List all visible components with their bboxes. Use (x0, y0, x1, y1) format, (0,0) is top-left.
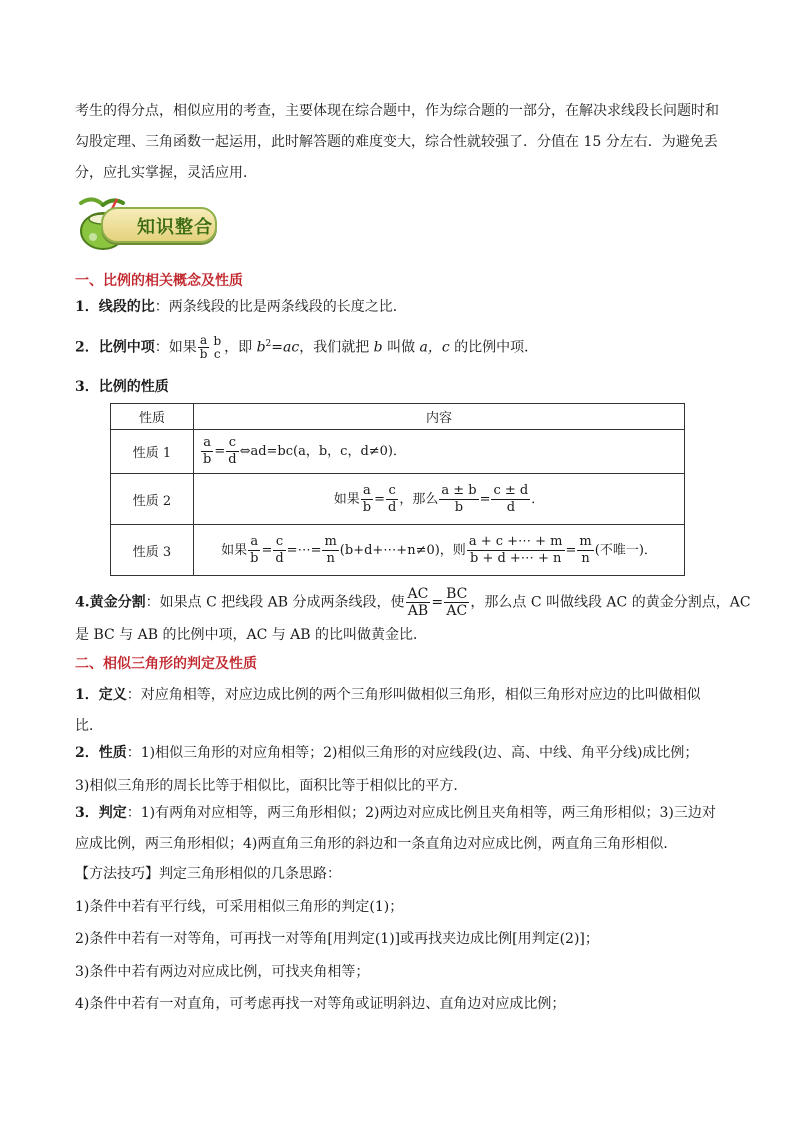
fraction-numerator: a (198, 334, 210, 348)
item4-text: ：如果点 C 把线段 AB 分成两条线段，使 (145, 594, 405, 611)
math-var: b (256, 339, 266, 356)
fraction (226, 435, 238, 468)
item2-text: ，我们就把 (299, 339, 374, 356)
judge-text: ：1)有两角对应相等，两三角形相似；2)两边对应成比例且夹角相等，两三角形相似；3)三边对应成比例，两三角形相似；4)两直角三角形的斜边和一条直角边对应成比例，两直角三角形相似． (75, 805, 716, 852)
fraction-denominator: b (199, 347, 208, 362)
fraction (361, 483, 373, 516)
row2-text: ． (531, 491, 545, 507)
section1-heading: 一、比例的相关概念及性质 (75, 273, 243, 289)
table-row (111, 525, 685, 576)
fraction (386, 483, 398, 516)
item2-text: ，即 (224, 339, 257, 356)
fraction-numerator: c (226, 435, 238, 452)
fraction-numerator: a (361, 483, 373, 500)
knowledge-banner (73, 193, 215, 253)
table-row (111, 474, 685, 525)
item1-text: ：两条线段的比是两条线段的长度之比． (154, 299, 407, 315)
intro-paragraph: 考生的得分点，相似应用的考查，主要体现在综合题中，作为综合题的一部分，在解决求线段长问题时和勾股定理、三角函数一起运用，此时解答题的难度变大，综合性就较强了．分值在 15 分左右．为避免丢分，应扎实掌握，灵活应用． (75, 103, 719, 181)
item1-label: 1．线段的比 (75, 299, 155, 315)
table-header-key: 性质 (111, 404, 194, 430)
item-mean-proportional (75, 334, 538, 361)
proportion-properties-table (110, 403, 685, 576)
table-key: 性质 2 (111, 474, 194, 525)
judge-label: 3．判定 (75, 805, 127, 821)
item-properties (75, 743, 698, 763)
item2-label: 2．比例中项 (75, 339, 155, 356)
fraction (248, 534, 260, 567)
fraction-denominator: d (275, 550, 284, 566)
table-row (111, 430, 685, 474)
fraction-denominator: AB (407, 603, 429, 619)
item-definition (75, 680, 725, 742)
fraction-denominator: b (362, 499, 372, 515)
fraction (198, 334, 210, 361)
fraction-numerator: AC (407, 586, 429, 602)
table-value: $\frac{a}{b}$ = $\frac{c}{d}$ ⇔ad=bc(a，b，c，d≠0)． (194, 430, 685, 474)
fraction-denominator: n (581, 550, 590, 566)
def-text: ：对应角相等，对应边成比例的两个三角形叫做相似三角形，相似三角形对应边的比叫做相似比． (75, 687, 701, 734)
method-tip-title: 【方法技巧】判定三角形相似的几条思路： (75, 866, 341, 882)
method-tip-4: 4)条件中若有一对直角，可考虑再找一对等角或证明斜边、直角边对应成比例； (75, 996, 566, 1012)
banner-label-pill (101, 207, 217, 243)
method-tip-3: 3)条件中若有两边对应成比例，可找夹角相等； (75, 964, 370, 980)
fraction-numerator: BC (446, 586, 468, 602)
fraction-numerator: a + c +⋯ + m (468, 533, 563, 549)
item3-label: 3．比例的性质 (75, 379, 169, 395)
item-judgement (75, 798, 725, 860)
fraction (444, 586, 469, 619)
item4-label: 4.黄金分割 (75, 594, 146, 611)
item4-line2: 是 BC 与 AB 的比例中项，AC 与 AB 的比叫做黄金比． (75, 627, 428, 643)
fraction-denominator: c (213, 346, 221, 361)
math-expr: =ac (271, 339, 300, 356)
table-value: 如果 $\frac{a}{b}$ = $\frac{c}{d}$ =⋯= $\frac{m}{n}$ (b+d+⋯+n≠0)，则 $\frac{a + c +\cdots + m}{b + d +\cdots + n}$ = $\frac{m}{n}$ (不唯一)． (194, 525, 685, 576)
row2-text: 如果 (333, 491, 360, 507)
item2-text: 叫做 (382, 339, 420, 356)
fraction-denominator: d (506, 499, 516, 515)
fraction-numerator: a (201, 435, 213, 452)
fraction (439, 483, 478, 516)
fraction-numerator: c (386, 483, 398, 500)
method-tip-2: 2)条件中若有一对等角，可再找一对等角[用判定(1)]或再找夹边成比例[用判定(2)]； (75, 931, 599, 947)
table-key: 性质 3 (111, 525, 194, 576)
item4-text: ，那么点 C 叫做线段 AC 的黄金分割点，AC (470, 594, 751, 611)
fraction-numerator: b (213, 333, 222, 348)
fraction (491, 483, 530, 516)
fraction-numerator: m (579, 533, 592, 549)
banner-label: 知识整合 (137, 217, 213, 238)
fraction-numerator: c (273, 534, 285, 551)
fraction-numerator: c ± d (493, 482, 529, 498)
row3-text: (不唯一)． (594, 542, 657, 558)
fraction (577, 534, 593, 567)
table-key: 性质 1 (111, 430, 194, 474)
math-var: a，c (419, 339, 450, 356)
fraction (201, 435, 213, 468)
table-row (111, 404, 685, 430)
fraction-denominator: AC (446, 603, 468, 619)
fraction (322, 534, 338, 567)
fraction (406, 586, 431, 619)
fraction (211, 335, 223, 361)
fraction-denominator: b (203, 452, 212, 467)
fraction-numerator: a ± b (441, 482, 477, 498)
fraction-numerator: m (324, 533, 337, 549)
fraction-numerator: a (248, 534, 260, 551)
fraction-denominator: b (250, 550, 259, 566)
def-label: 1．定义 (75, 687, 127, 703)
fraction-denominator: b + d +⋯ + n (469, 550, 562, 566)
prop-label: 2．性质 (75, 745, 127, 761)
row2-text: ，那么 (399, 491, 439, 507)
item-segment-ratio (75, 297, 407, 317)
row3-text: (b+d+⋯+n≠0)，则 (339, 542, 466, 558)
method-tip-1: 1)条件中若有平行线，可采用相似三角形的判定(1)； (75, 899, 404, 915)
fraction-denominator: n (326, 550, 335, 566)
fraction (467, 534, 565, 567)
math-var: b (373, 339, 383, 356)
fraction-denominator: d (228, 452, 237, 467)
table-value: 如果 $\frac{a}{b}$ = $\frac{c}{d}$ ，那么 $\frac{a \pm b}{b}$ = $\frac{c \pm d}{d}$ ． (194, 474, 685, 525)
math-exponent: 2 (265, 339, 272, 349)
fraction-denominator: b (454, 499, 464, 515)
row3-text: =⋯= (286, 542, 322, 558)
fraction (273, 534, 285, 567)
section2-heading: 二、相似三角形的判定及性质 (75, 656, 257, 672)
item-properties-2: 3)相似三角形的周长比等于相似比，面积比等于相似比的平方． (75, 778, 468, 794)
row1-tail: ⇔ad=bc(a，b，c，d≠0)． (239, 444, 407, 459)
fraction-denominator: d (387, 499, 397, 515)
table-header-value: 内容 (194, 404, 685, 430)
item-golden-section: 4.黄金分割：如果点 C 把线段 AB 分成两条线段，使 $\frac{AC}{AB}$ = $\frac{BC}{AC}$ ，那么点 C 叫做线段 AC 的黄金分割点，AC (75, 586, 751, 619)
row3-text: 如果 (221, 542, 248, 558)
prop-text: ：1)相似三角形的对应角相等；2)相似三角形的对应线段(边、高、中线、角平分线)成比例； (126, 745, 699, 761)
item2-prefix: ：如果 (154, 339, 197, 356)
item2-text: 的比例中项． (449, 339, 539, 356)
